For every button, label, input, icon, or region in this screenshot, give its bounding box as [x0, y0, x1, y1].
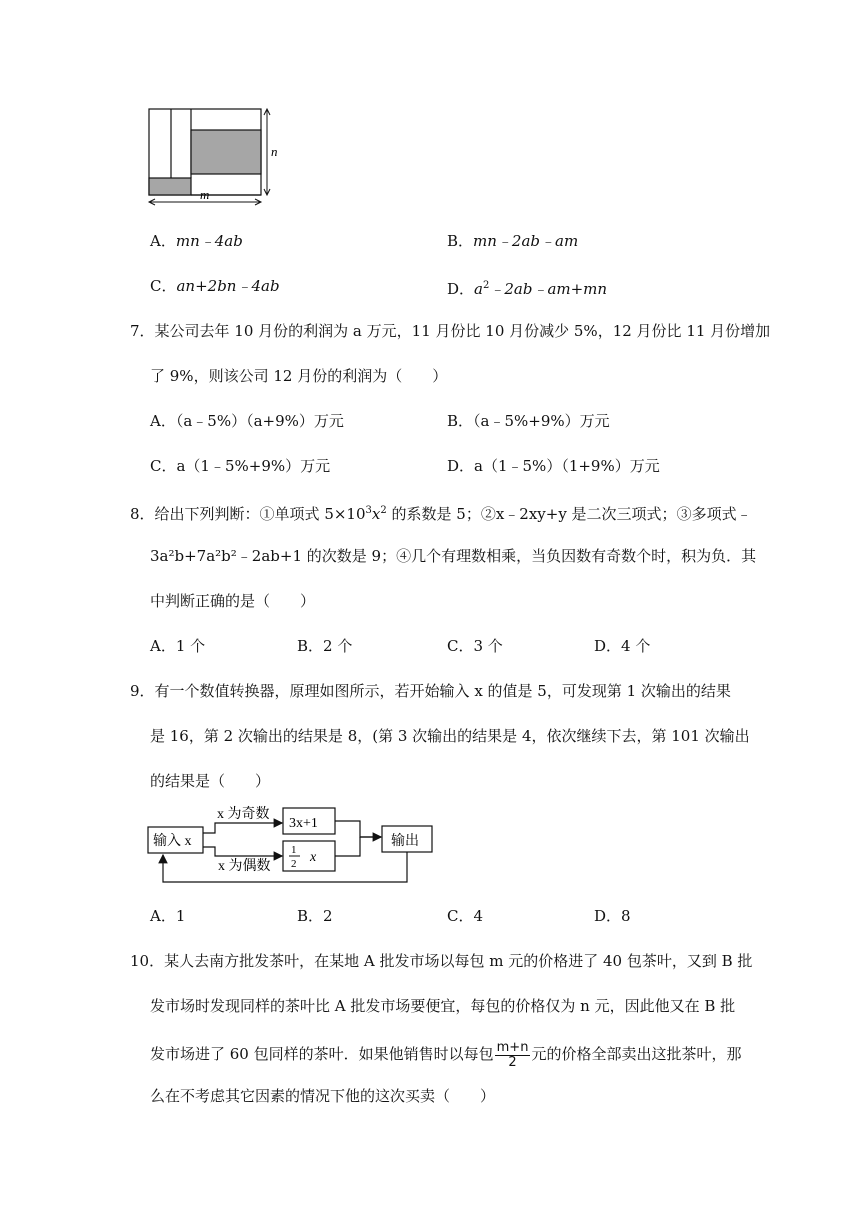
odd-formula: 3x+1 — [289, 816, 318, 831]
even-formula-num: 1 — [291, 844, 297, 856]
q7-option-d[interactable]: D．a（1﹣5%）（1+9%）万元 — [447, 457, 660, 475]
q9-stem-line3: 的结果是（ ） — [150, 772, 271, 790]
q8-option-a[interactable]: A．1 个 — [150, 637, 206, 655]
q6-option-a[interactable]: A．mn﹣4ab — [150, 232, 243, 250]
odd-label: x 为奇数 — [217, 807, 270, 822]
q6-option-b[interactable]: B．mn﹣2ab﹣am — [447, 232, 579, 250]
label-m: m — [200, 187, 210, 202]
output-box-label: 输出 — [391, 834, 419, 849]
q8-stem-line3: 中判断正确的是（ ） — [150, 592, 316, 610]
q7-option-a[interactable]: A．（a﹣5%）（a+9%）万元 — [150, 412, 344, 430]
q8-stem-line1: 8．给出下列判断：①单项式 $5\times 10^3x^2$ 的系数是 5；②x﹣2xy+y 是二次三项式；③多项式﹣ — [130, 505, 752, 523]
label-n: n — [271, 144, 278, 159]
q9-stem-line2: 是 16，第 2 次输出的结果是 8，(第 3 次输出的结果是 4，依次继续下去，第 101 次输出 — [150, 727, 750, 745]
q7-option-c[interactable]: C．a（1﹣5%+9%）万元 — [150, 457, 331, 475]
q8-option-b[interactable]: B．2 个 — [297, 637, 353, 655]
even-formula-den: 2 — [291, 858, 297, 870]
q7-stem-line1: 7．某公司去年 10 月份的利润为 a 万元，11 月份比 10 月份减少 5%，12 月份比 11 月份增加 — [130, 322, 771, 340]
price-fraction: $\frac{m+n}{2}$ — [496, 1039, 529, 1070]
q9-option-d[interactable]: D．8 — [594, 907, 631, 925]
even-label: x 为偶数 — [218, 859, 271, 874]
q8-option-c[interactable]: C．3 个 — [447, 637, 503, 655]
q6-option-c[interactable]: C．an+2bn﹣4ab — [150, 277, 280, 295]
q6-option-d[interactable]: D．$a^2﹣2ab﹣am+mn$ — [447, 280, 608, 298]
q7-option-b[interactable]: B．（a﹣5%+9%）万元 — [447, 412, 610, 430]
even-formula-var: x — [310, 850, 317, 865]
q9-option-c[interactable]: C．4 — [447, 907, 484, 925]
q10-stem-line3: 发市场进了 60 包同样的茶叶．如果他销售时以每包 $\frac{m+n}{2}$ 元的价格全部卖出这批茶叶，那 — [150, 1039, 742, 1070]
q10-stem-line2: 发市场时发现同样的茶叶比 A 批发市场要便宜，每包的价格仅为 n 元，因此他又在 B 批 — [150, 997, 736, 1015]
q10-stem-line4: 么在不考虑其它因素的情况下他的这次买卖（ ） — [150, 1087, 496, 1105]
q8-stem-line2: 3a²b+7a²b²﹣2ab+1 的次数是 9；④几个有理数相乘，当负因数有奇数个时，积为负．其 — [150, 547, 757, 565]
q8-option-d[interactable]: D．4 个 — [594, 637, 651, 655]
q9-converter-diagram — [145, 800, 445, 888]
q10-stem-line1: 10．某人去南方批发茶叶，在某地 A 批发市场以每包 m 元的价格进了 40 包茶叶，又到 B 批 — [130, 952, 753, 970]
q7-stem-line2: 了 9%，则该公司 12 月份的利润为（ ） — [150, 367, 448, 385]
q9-option-a[interactable]: A．1 — [150, 907, 186, 925]
q9-option-b[interactable]: B．2 — [297, 907, 333, 925]
q6-rectangle-figure — [140, 100, 280, 212]
input-box-label: 输入 x — [153, 834, 192, 849]
q9-stem-line1: 9．有一个数值转换器，原理如图所示，若开始输入 x 的值是 5，可发现第 1 次输出的结果 — [130, 682, 731, 700]
